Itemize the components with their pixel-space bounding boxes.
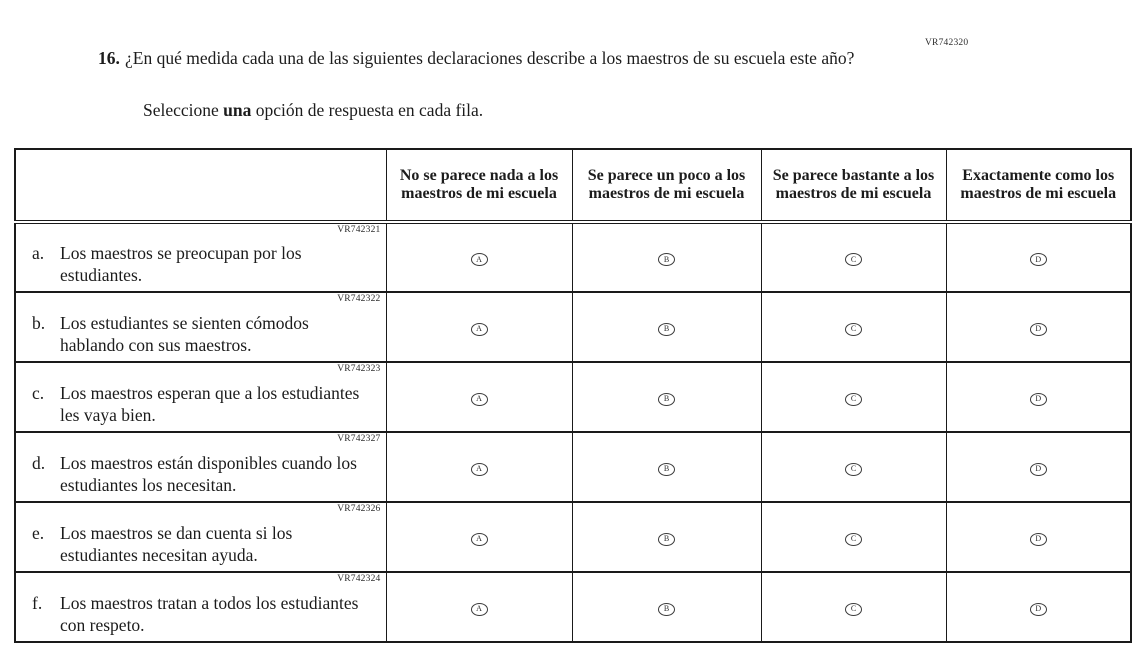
- statement-cell: [15, 292, 386, 362]
- item-code: VR742321: [337, 225, 381, 235]
- answer-cell: [386, 362, 572, 432]
- table-row: [15, 572, 1131, 642]
- statement-text: Los estudiantes se sienten cómodos hablando con sus maestros.: [60, 313, 309, 355]
- statement: [32, 382, 378, 426]
- answer-bubble-a[interactable]: A: [471, 253, 488, 266]
- answer-bubble-b[interactable]: B: [658, 393, 675, 406]
- answer-bubble-b[interactable]: B: [658, 603, 675, 616]
- form-code: VR742320: [925, 38, 969, 48]
- answer-cell: [946, 572, 1131, 642]
- answer-cell: [572, 572, 761, 642]
- answer-bubble-d[interactable]: D: [1030, 533, 1047, 546]
- answer-bubble-c[interactable]: C: [845, 603, 862, 616]
- answer-bubble-a[interactable]: A: [471, 533, 488, 546]
- column-header-exactly: Exactamente como los maestros de mi escuela: [946, 149, 1131, 222]
- answer-bubble-b[interactable]: B: [658, 463, 675, 476]
- statement-letter: f.: [32, 593, 43, 613]
- answer-cell: [946, 502, 1131, 572]
- item-code: VR742327: [337, 434, 381, 444]
- instruction-text: [143, 100, 483, 121]
- answer-bubble-b[interactable]: B: [658, 253, 675, 266]
- item-code: VR742322: [337, 294, 381, 304]
- item-code: VR742324: [337, 574, 381, 584]
- statement-letter: c.: [32, 383, 45, 403]
- answer-bubble-d[interactable]: D: [1030, 463, 1047, 476]
- answer-cell: [386, 432, 572, 502]
- answer-bubble-c[interactable]: C: [845, 533, 862, 546]
- statement-text: Los maestros se dan cuenta si los estudiantes necesitan ayuda.: [60, 523, 293, 565]
- statement: [32, 452, 378, 496]
- statement-text: Los maestros están disponibles cuando los estudiantes los necesitan.: [60, 453, 357, 495]
- statement-letter: d.: [32, 453, 46, 473]
- answer-cell: [386, 292, 572, 362]
- statement: [32, 592, 378, 636]
- question-text: ¿En qué medida cada una de las siguientes declaraciones describe a los maestros de su escuela este año?: [125, 48, 855, 68]
- answer-bubble-c[interactable]: C: [845, 463, 862, 476]
- answer-cell: [386, 222, 572, 292]
- header-row: [15, 149, 1131, 222]
- table-row: [15, 362, 1131, 432]
- statement-cell: [15, 572, 386, 642]
- item-code: VR742323: [337, 364, 381, 374]
- answer-bubble-a[interactable]: A: [471, 463, 488, 476]
- answer-bubble-d[interactable]: D: [1030, 393, 1047, 406]
- answer-cell: [572, 222, 761, 292]
- column-header-a-little: Se parece un poco a los maestros de mi escuela: [572, 149, 761, 222]
- answer-cell: [572, 362, 761, 432]
- answer-cell: [761, 572, 946, 642]
- question-block: [98, 46, 908, 70]
- statement-text: Los maestros tratan a todos los estudiantes con respeto.: [60, 593, 359, 635]
- answer-cell: [572, 502, 761, 572]
- answer-cell: [386, 502, 572, 572]
- statement-letter: e.: [32, 523, 45, 543]
- column-header-not-at-all: No se parece nada a los maestros de mi escuela: [386, 149, 572, 222]
- answer-cell: [761, 362, 946, 432]
- statement-letter: a.: [32, 243, 45, 263]
- answer-cell: [761, 222, 946, 292]
- table-row: [15, 432, 1131, 502]
- answer-cell: [761, 502, 946, 572]
- table-row: [15, 502, 1131, 572]
- answer-cell: [761, 432, 946, 502]
- answer-cell: [761, 292, 946, 362]
- instruction-prefix: Seleccione: [143, 100, 224, 120]
- question-number: 16.: [98, 48, 120, 68]
- answer-cell: [946, 292, 1131, 362]
- answer-cell: [946, 362, 1131, 432]
- answer-cell: [386, 572, 572, 642]
- instruction-suffix: opción de respuesta en cada fila.: [251, 100, 484, 120]
- statement-letter: b.: [32, 313, 46, 333]
- answer-bubble-b[interactable]: B: [658, 323, 675, 336]
- answer-cell: [946, 222, 1131, 292]
- statement-text: Los maestros esperan que a los estudiantes les vaya bien.: [60, 383, 360, 425]
- answer-cell: [572, 292, 761, 362]
- answer-cell: [946, 432, 1131, 502]
- table-row: [15, 222, 1131, 292]
- answer-bubble-a[interactable]: A: [471, 323, 488, 336]
- answer-bubble-a[interactable]: A: [471, 603, 488, 616]
- statement-column-header: [15, 149, 386, 222]
- answer-bubble-b[interactable]: B: [658, 533, 675, 546]
- answer-bubble-d[interactable]: D: [1030, 603, 1047, 616]
- answer-cell: [572, 432, 761, 502]
- answer-bubble-a[interactable]: A: [471, 393, 488, 406]
- instruction-bold-word: una: [223, 100, 252, 120]
- statement-cell: [15, 362, 386, 432]
- statement-cell: [15, 222, 386, 292]
- answer-bubble-d[interactable]: D: [1030, 323, 1047, 336]
- answer-bubble-d[interactable]: D: [1030, 253, 1047, 266]
- column-header-quite-a-bit: Se parece bastante a los maestros de mi escuela: [761, 149, 946, 222]
- item-code: VR742326: [337, 504, 381, 514]
- statement: [32, 312, 378, 356]
- answer-bubble-c[interactable]: C: [845, 323, 862, 336]
- response-matrix-table: [14, 148, 1132, 643]
- statement: [32, 522, 378, 566]
- answer-bubble-c[interactable]: C: [845, 393, 862, 406]
- table-row: [15, 292, 1131, 362]
- statement: [32, 242, 378, 286]
- answer-bubble-c[interactable]: C: [845, 253, 862, 266]
- statement-cell: [15, 502, 386, 572]
- statement-text: Los maestros se preocupan por los estudiantes.: [60, 243, 302, 285]
- response-matrix-container: [14, 148, 1132, 643]
- statement-cell: [15, 432, 386, 502]
